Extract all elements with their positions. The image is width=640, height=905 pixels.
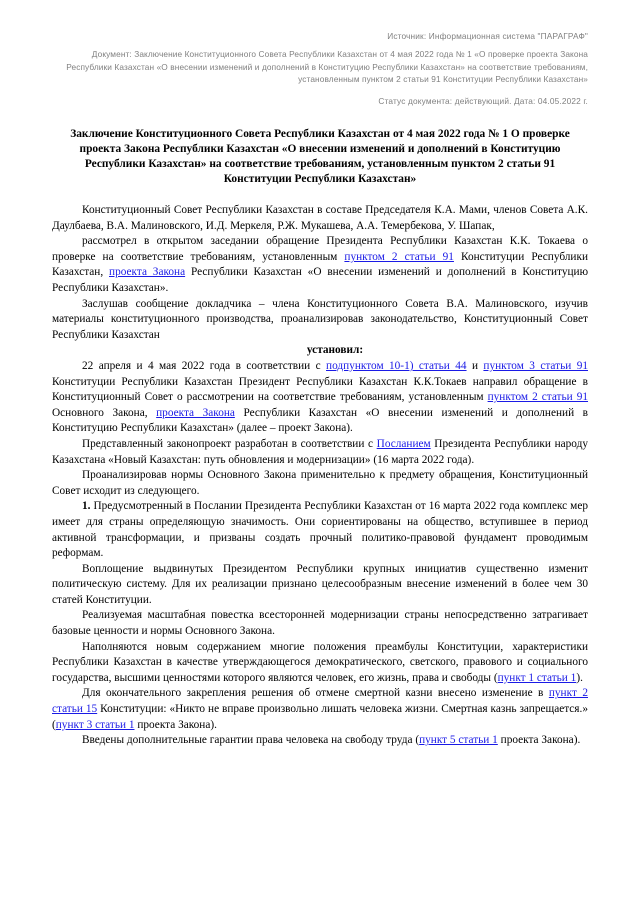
- paragraph-council-composition: [52, 203, 588, 234]
- paragraph-reviewed-appeal: [52, 234, 588, 296]
- paragraph-text-segment: Конституции Республики Казахстан Президент Республики Казахстан К.К.Токаев направил обращение в Конституционный Совет о рассмотрении на соответствие требованиям, установленным: [52, 375, 588, 404]
- paragraph-presidential-appeal: [52, 359, 588, 437]
- paragraph-draft-developed: [52, 437, 588, 468]
- paragraph-labor-freedom: [52, 733, 588, 749]
- link-clause-2-article-15[interactable]: пункт 2 статьи 15: [52, 687, 588, 716]
- document-reference-line: Документ: Заключение Конституционного Совета Республики Казахстан от 4 мая 2022 года № 1 «О проверке проекта Закона Республики Казахстан «О внесении изменений и дополнений в Конституцию Республики Казахстан» на соответствие требованиям, установленным пунктом 2 статьи 91 Конституции Республики Казахстан»: [66, 49, 588, 85]
- paragraph-death-penalty: [52, 686, 588, 733]
- paragraph-text-segment: Представленный законопроект разработан в соответствии с: [82, 437, 377, 450]
- link-address[interactable]: Посланием: [376, 437, 431, 450]
- paragraph-text-segment: рассмотрел в открытом заседании обращение Президента Республики Казахстан К.К. Токаева о проверке на соответствие требованиям, установленным: [52, 235, 588, 263]
- link-clause-2-article-91[interactable]: пунктом 2 статьи 91: [344, 250, 454, 263]
- paragraph-text-segment: 22 апреля и 4 мая 2022 года в соответствии с: [82, 359, 327, 372]
- paragraph-text-segment: Республики Казахстан «О внесении изменений и дополнений в Конституцию Республики Казахстан» (далее – проект Закона).: [52, 406, 588, 435]
- link-clause-1-article-1[interactable]: пункт 1 статьи 1: [497, 671, 577, 684]
- paragraph-text: Предусмотренный в Послании Президента Республики Казахстан от 16 марта 2022 года комплекс мер имеет для страны определяющую значимость. Они сориентированы на общество, вступившее в период активной трансформации, и призваны создать прочный политико-правовой фундамент проводимым реформам.: [52, 500, 588, 560]
- paragraph-text: Воплощение выдвинутых Президентом Республики крупных инициатив существенно изменит политическую систему. Для их реализации признано целесообразным внесение изменений в более чем 30 статей Конституции.: [52, 562, 588, 606]
- link-clause-5-article-1[interactable]: пункт 5 статьи 1: [419, 734, 498, 747]
- document-header: [52, 30, 588, 107]
- ruling-heading: установил:: [306, 344, 364, 357]
- paragraph-analysis-basis: [52, 468, 588, 499]
- paragraph-item-1: [52, 499, 588, 561]
- paragraph-text-segment: ).: [576, 671, 583, 684]
- paragraph-text-segment: Республики Казахстан «О внесении изменений и дополнений в Конституцию Республики Казахстан».: [52, 266, 589, 294]
- link-clause-3-article-1[interactable]: пункт 3 статьи 1: [55, 718, 135, 731]
- paragraph-text-segment: Конституции Республики Казахстан,: [52, 250, 588, 279]
- link-draft-law-b[interactable]: проекта Закона: [156, 406, 235, 419]
- link-clause-2-article-91-b[interactable]: пунктом 2 статьи 91: [487, 391, 589, 404]
- paragraph-text-segment: Наполняются новым содержанием многие положения преамбулы Конституции, характеристики Республики Казахстан в качестве утверждающегося демократического, светского, правового и социального государства, высшими ценностями которого являются человек, его жизнь, права и свободы (: [52, 640, 588, 684]
- paragraph-initiatives: [52, 562, 588, 609]
- document-status-line: Статус документа: действующий. Дата: 04.05.2022 г.: [378, 95, 588, 106]
- paragraph-text-segment: проекта Закона).: [134, 718, 217, 731]
- paragraph-modernization-agenda: [52, 608, 588, 639]
- paragraph-text-segment: Для окончательного закрепления решения об отмене смертной казни внесено изменение в: [82, 687, 549, 700]
- paragraph-text-segment: Основного Закона,: [52, 406, 157, 419]
- paragraph-text: Конституционный Совет Республики Казахстан в составе Председателя К.А. Мами, членов Совета А.К. Даулбаева, В.А. Малиновского, И.Д. Меркеля, Р.Ж. Мукашева, А.А. Темербекова, У. Шапак,: [52, 204, 588, 232]
- page-title: Заключение Конституционного Совета Республики Казахстан от 4 мая 2022 года № 1 О проверке проекта Закона Республики Казахстан «О внесении изменений и дополнений в Конституцию Республики Казахстан» на соответствие требованиям, установленным пунктом 2 статьи 91 Конституции Республики Казахстан»: [70, 128, 570, 186]
- link-clause-3-article-91[interactable]: пунктом 3 статьи 91: [483, 359, 588, 372]
- paragraph-text: Проанализировав нормы Основного Закона применительно к предмету обращения, Конституционный Совет исходит из следующего.: [52, 469, 588, 497]
- source-line: Источник: Информационная система "ПАРАГРАФ": [387, 31, 588, 41]
- paragraph-text-segment: Введены дополнительные гарантии права человека на свободу труда (: [82, 734, 420, 747]
- paragraph-preamble-values: [52, 640, 588, 687]
- paragraph-text-segment: и: [466, 359, 484, 372]
- link-subclause-10-1-article-44[interactable]: подпунктом 10-1) статьи 44: [326, 359, 467, 372]
- paragraph-number: 1.: [82, 500, 91, 513]
- paragraph-text-segment: Конституции: «Никто не вправе произвольно лишать человека жизни. Смертная казнь запрещается.» (: [52, 703, 588, 731]
- paragraph-text-segment: проекта Закона).: [497, 734, 581, 747]
- paragraph-text: Заслушав сообщение докладчика – члена Конституционного Совета В.А. Малиновского, изучив материалы конституционного производства, проанализировав законодательство, Конституционный Совет Республики Казахстан: [52, 297, 588, 341]
- paragraph-text-segment: Президента Республики народу Казахстана «Новый Казахстан: путь обновления и модернизации» (16 марта 2022 года).: [52, 437, 588, 466]
- paragraph-heard-report: [52, 297, 588, 344]
- document-body: [52, 203, 588, 749]
- link-draft-law[interactable]: проекта Закона: [109, 266, 186, 279]
- paragraph-text: Реализуемая масштабная повестка всесторонней модернизации страны непосредственно затрагивает базовые ценности и нормы Основного Закона.: [52, 609, 588, 638]
